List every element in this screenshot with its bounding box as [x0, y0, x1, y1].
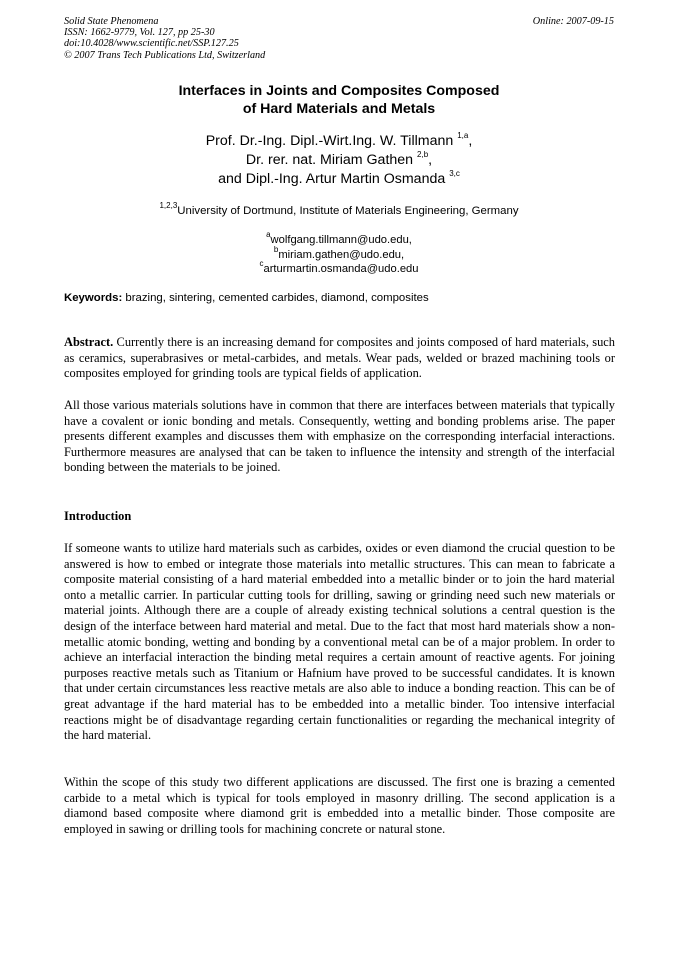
- keywords-label: Keywords:: [64, 292, 123, 304]
- title-line-1: Interfaces in Joints and Composites Composed: [178, 83, 500, 99]
- author-name: Dr. rer. nat. Miriam Gathen: [245, 152, 418, 168]
- introduction-paragraph-1: [64, 541, 615, 744]
- email-superscript: c: [259, 259, 264, 269]
- email-link[interactable]: miriam.gathen@udo.edu: [278, 248, 402, 261]
- journal-name: Solid State Phenomena: [64, 16, 159, 27]
- abstract-paragraph: [64, 335, 615, 382]
- keywords: [64, 291, 624, 305]
- author-line: [0, 132, 678, 151]
- email-superscript: b: [273, 244, 279, 254]
- introduction-heading: Introduction: [64, 509, 132, 523]
- author-superscript: 1,a: [457, 131, 469, 141]
- author-separator: ,: [428, 152, 433, 168]
- author-line: [0, 151, 678, 170]
- paper-title: [0, 82, 678, 118]
- email-line: [0, 230, 678, 248]
- title-line-2: of Hard Materials and Metals: [242, 101, 436, 117]
- paragraph-text: Within the scope of this study two different applications are discussed. The first one is brazing a cemented carbide to a metal which is typical for tools employed in masonry drilling. The second application is a diamond based composite where diamond grit is embedded into a metallic binder. Those composite are employed in sawing or drilling tools for machining concrete or natural stone.: [64, 775, 615, 836]
- author-superscript: 3,c: [449, 169, 460, 179]
- email-link[interactable]: wolfgang.tillmann@udo.edu: [270, 234, 409, 246]
- author-superscript: 2,b: [417, 150, 429, 160]
- abstract-label: Abstract.: [64, 335, 114, 349]
- issn-line: ISSN: 1662-9779, Vol. 127, pp 25-30: [64, 27, 215, 39]
- affiliation-text: University of Dortmund, Institute of Materials Engineering, Germany: [177, 205, 519, 217]
- publication-info: [64, 16, 614, 61]
- paragraph-text: All those various materials solutions have in common that there are interfaces between materials that typically have a covalent or ionic bonding and metals. Consequently, wetting and bonding problems arise. The paper presents different examples and discusses them with emphasize on the corresponding interfacial interactions. Furthermore measures are analysed that can be taken to influence the intensity and strength of the interfacial bonding between the materials to be joined.: [64, 398, 615, 475]
- author-name: and Dipl.-Ing. Artur Martin Osmanda: [218, 171, 450, 187]
- doi-line[interactable]: doi:10.4028/www.scientific.net/SSP.127.25: [64, 38, 239, 50]
- abstract-paragraph-2: [64, 398, 615, 476]
- abstract-text: Currently there is an increasing demand for composites and joints composed of hard materials, such as ceramics, superabrasives or metal-carbides, and metals. Wear pads, welded or brazed machining tools or composites employed for grinding tools are typical fields of application.: [64, 335, 615, 381]
- email-separator: ,: [401, 248, 405, 261]
- affiliation: [0, 201, 678, 218]
- email-list: [0, 230, 678, 277]
- author-separator: ,: [468, 133, 473, 149]
- email-line: [0, 244, 678, 263]
- copyright-line: © 2007 Trans Tech Publications Ltd, Switzerland: [64, 49, 266, 61]
- abstract: [64, 335, 615, 382]
- introduction-paragraph-2: [64, 775, 615, 837]
- online-date: Online: 2007-09-15: [532, 16, 614, 27]
- keywords-text: brazing, sintering, cemented carbides, diamond, composites: [122, 292, 429, 304]
- author-list: [0, 132, 678, 189]
- paragraph-text: If someone wants to utilize hard materials such as carbides, oxides or even diamond the crucial question to be answered is how to embed or integrate those materials into metallic structures. This can mean to fabricate a composite material consisting of a hard material embedded into a metallic binder or to join the hard material onto a metallic carrier. In particular cutting tools for drilling, sawing or grinding need such new materials or material joints. Although there are a couple of already existing technical solutions a central question is the design of the interface between hard material and metal. Due to the fact that most hard materials show a non-metallic atomic bonding, wetting and bonding by a conventional metal can be of a major problem. In order to achieve an interfacial interaction the binding metal requires a certain amount of reactive agents. For joining purposes reactive metals such as Titanium or Hafnium have proved to be successful candidates. It is known that under certain circumstances less reactive metals are also able to induce a bonding reaction. This can be of great advantage if the hard material has to be embedded into a metallic binder. Too intensive interfacial reactions might be of disadvantage regarding certain functionalities or regarding the mechanical integrity of the hard material.: [64, 541, 615, 743]
- author-line: [0, 170, 678, 189]
- email-superscript: a: [266, 230, 271, 240]
- author-name: Prof. Dr.-Ing. Dipl.-Wirt.Ing. W. Tillmann: [205, 133, 458, 149]
- running-header: [64, 16, 614, 61]
- affiliation-superscript: 1,2,3: [159, 201, 178, 211]
- email-link[interactable]: arturmartin.osmanda@udo.edu: [263, 263, 419, 275]
- email-line: [0, 259, 678, 277]
- email-separator: ,: [408, 234, 412, 246]
